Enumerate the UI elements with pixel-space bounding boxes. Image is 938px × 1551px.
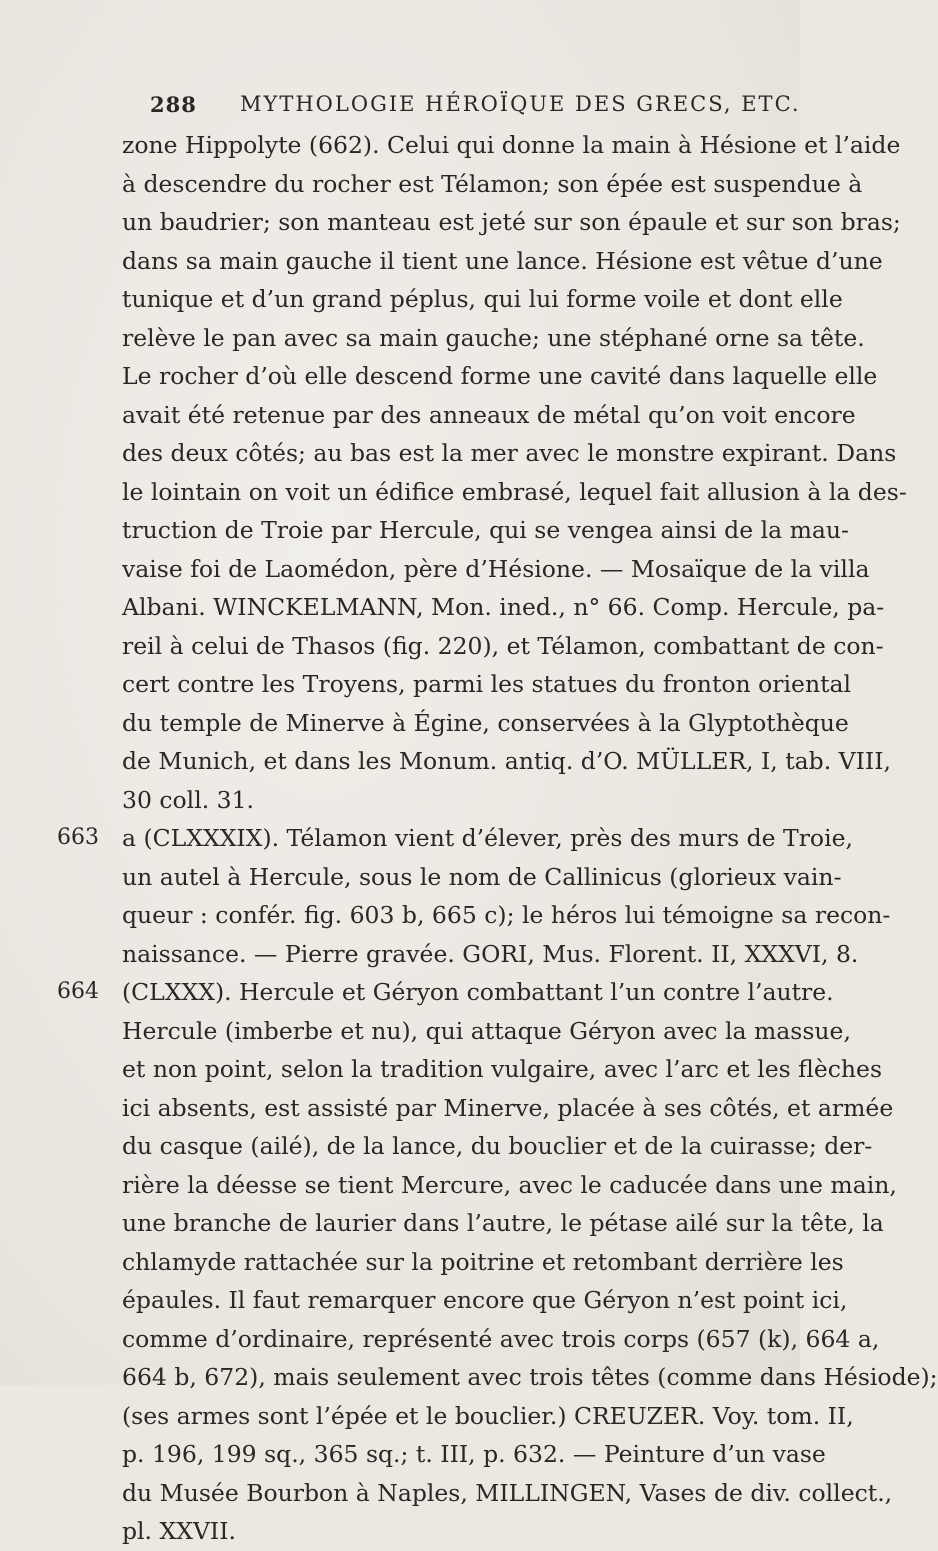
text-line: [122, 1512, 727, 1551]
line-text: le lointain on voit un édifice embrasé, lequel fait allusion à la des-: [122, 477, 907, 506]
line-text: (ses armes sont l’épée et le bouclier.) CREUZER. Voy. tom. II,: [122, 1401, 854, 1430]
text-body: [57, 126, 938, 1551]
line-text: vaise foi de Laomédon, père d’Hésione. — Mosaïque de la villa: [122, 554, 870, 583]
text-line: [122, 203, 901, 242]
line-text: relève le pan avec sa main gauche; une stéphané orne sa tête.: [122, 323, 865, 352]
text-line: [122, 511, 849, 550]
text-line: [122, 588, 885, 627]
line-text: rière la déesse se tient Mercure, avec le caducée dans une main,: [122, 1170, 897, 1199]
text-line: [122, 550, 870, 589]
text-line: [122, 896, 891, 935]
line-text: tunique et d’un grand péplus, qui lui forme voile et dont elle: [122, 285, 843, 313]
line-text: 664 b, 672), mais seulement avec trois têtes (comme dans Hésiode);: [122, 1363, 938, 1391]
line-text: des deux côtés; au bas est la mer avec le monstre expirant. Dans: [122, 439, 897, 467]
page-number: 288: [150, 92, 197, 117]
text-line: [122, 434, 897, 473]
line-text: un baudrier; son manteau est jeté sur son épaule et sur son bras;: [122, 208, 901, 236]
line-text: cert contre les Troyens, parmi les statues du fronton oriental: [122, 670, 852, 698]
line-text: dans sa main gauche il tient une lance. Hésione est vêtue d’une: [122, 246, 883, 275]
line-text: comme d’ordinaire, représenté avec trois corps (657 (k), 664 a,: [122, 1324, 880, 1353]
line-text: avait été retenue par des anneaux de métal qu’on voit encore: [122, 400, 856, 429]
line-text: du temple de Minerve à Égine, conservées à la Glyptothèque: [122, 708, 849, 737]
entry-number: 664: [57, 979, 99, 1004]
text-line: [122, 357, 878, 396]
text-line: [122, 665, 852, 704]
text-line: [57, 819, 853, 858]
text-line: [122, 1050, 883, 1089]
text-line: [122, 242, 883, 281]
line-text: de Munich, et dans les Monum. antiq. d’O. MÜLLER, I, tab. VIII,: [122, 747, 891, 775]
text-line: [122, 858, 842, 897]
text-line: [122, 1127, 873, 1166]
line-text: naissance. — Pierre gravée. GORI, Mus. Florent. II, XXXVI, 8.: [122, 939, 859, 968]
line-text: Hercule (imberbe et nu), qui attaque Géryon avec la massue,: [122, 1016, 851, 1045]
text-line: [122, 935, 859, 974]
line-text: du Musée Bourbon à Naples, MILLINGEN, Vases de div. collect.,: [122, 1478, 893, 1507]
line-text: du casque (ailé), de la lance, du bouclier et de la cuirasse; der-: [122, 1132, 873, 1160]
line-text: un autel à Hercule, sous le nom de Callinicus (glorieux vain-: [122, 862, 842, 891]
text-line: [122, 165, 863, 204]
line-text: reil à celui de Thasos (fig. 220), et Télamon, combattant de con-: [122, 631, 884, 660]
text-line: [122, 280, 843, 319]
line-text: et non point, selon la tradition vulgaire, avec l’arc et les flèches: [122, 1055, 883, 1083]
line-text: zone Hippolyte (662). Celui qui donne la main à Hésione et l’aide: [122, 131, 901, 159]
line-text: épaules. Il faut remarquer encore que Géryon n’est point ici,: [122, 1286, 848, 1314]
text-line: [122, 1204, 884, 1243]
line-text: Le rocher d’où elle descend forme une cavité dans laquelle elle: [122, 362, 878, 390]
text-line: [122, 1435, 826, 1474]
line-text: pl. XXVII.: [122, 1517, 236, 1545]
text-line: [122, 742, 891, 781]
text-line: [122, 1166, 897, 1205]
text-line: [122, 1474, 893, 1513]
text-line: [122, 319, 865, 358]
line-text: ici absents, est assisté par Minerve, placée à ses côtés, et armée: [122, 1093, 894, 1122]
line-text: 30 coll. 31.: [122, 785, 255, 814]
line-text: une branche de laurier dans l’autre, le pétase ailé sur la tête, la: [122, 1209, 884, 1237]
text-line: [122, 627, 884, 666]
line-text: a (CLXXXIX). Télamon vient d’élever, près des murs de Troie,: [122, 824, 853, 852]
entry-number: 663: [57, 825, 99, 850]
text-line: [122, 1358, 938, 1397]
text-line: [122, 781, 727, 820]
text-line: [57, 973, 834, 1012]
line-text: (CLXXX). Hercule et Géryon combattant l’un contre l’autre.: [122, 978, 834, 1006]
text-line: [122, 1281, 848, 1320]
text-line: [122, 1089, 894, 1128]
text-line: [122, 473, 907, 512]
running-title: MYTHOLOGIE HÉROÏQUE DES GRECS, ETC.: [240, 92, 801, 116]
line-text: chlamyde rattachée sur la poitrine et retombant derrière les: [122, 1247, 844, 1276]
line-text: à descendre du rocher est Télamon; son épée est suspendue à: [122, 169, 863, 198]
line-text: truction de Troie par Hercule, qui se vengea ainsi de la mau-: [122, 516, 849, 544]
text-line: [122, 1397, 854, 1436]
text-line: [122, 704, 849, 743]
text-line: [122, 1243, 844, 1282]
line-text: Albani. WINCKELMANN, Mon. ined., n° 66. Comp. Hercule, pa-: [122, 593, 885, 621]
text-line: [122, 1320, 880, 1359]
text-line: [122, 126, 901, 165]
line-text: p. 196, 199 sq., 365 sq.; t. III, p. 632. — Peinture d’un vase: [122, 1440, 826, 1468]
text-line: [122, 1012, 851, 1051]
text-line: [122, 396, 856, 435]
line-text: queur : confér. fig. 603 b, 665 c); le héros lui témoigne sa recon-: [122, 901, 891, 929]
